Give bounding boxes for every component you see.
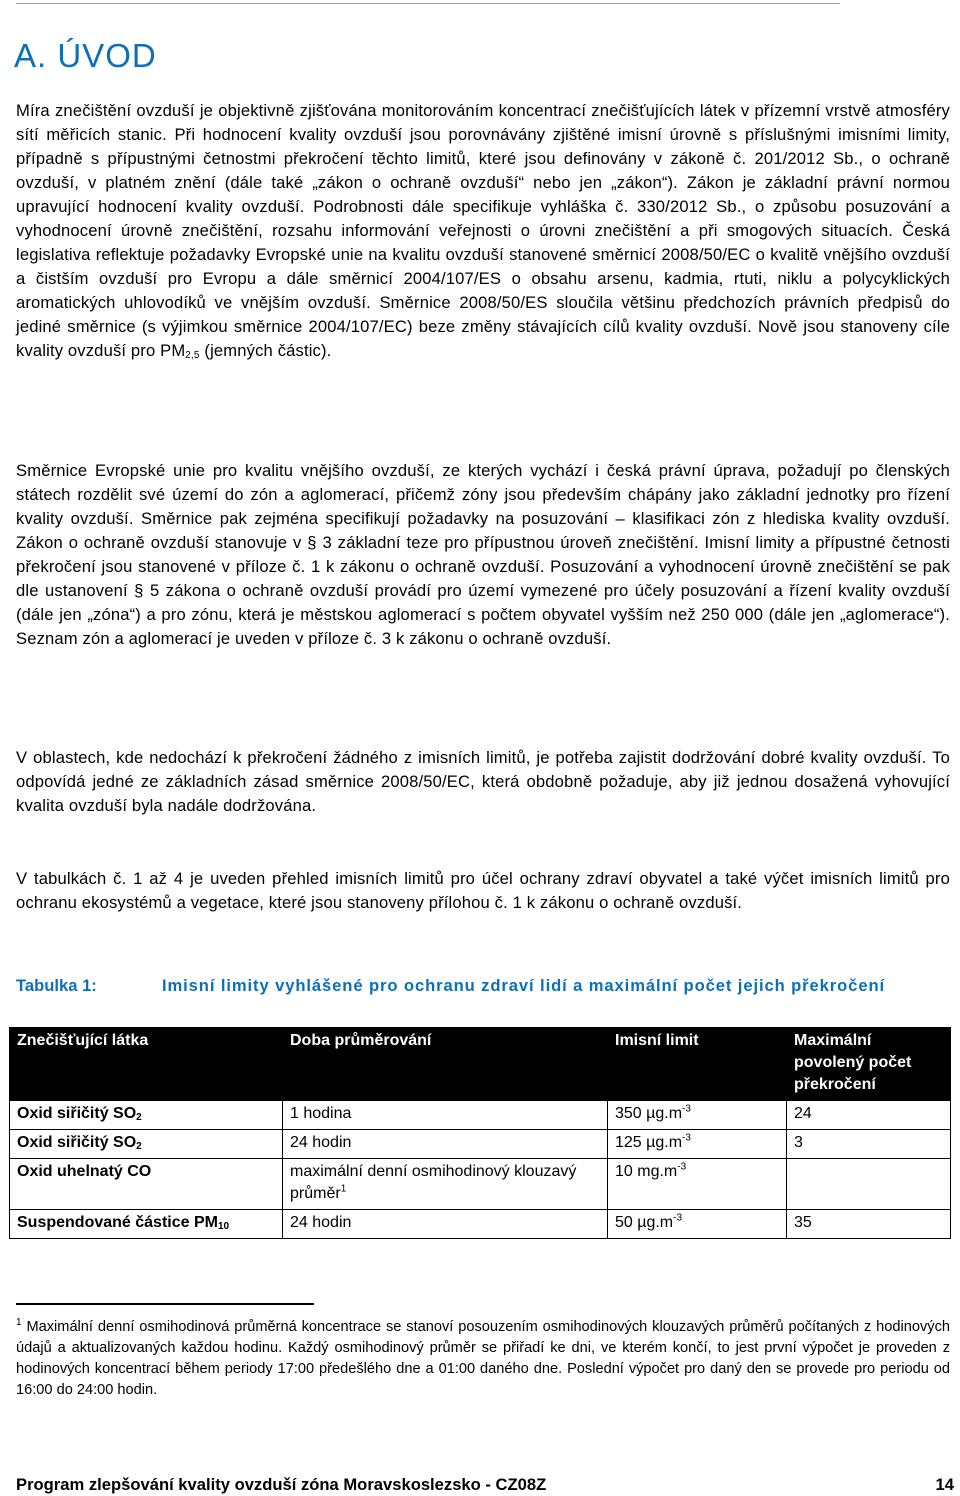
cell-substance: Oxid uhelnatý CO <box>10 1159 283 1210</box>
cell-period: 24 hodin <box>283 1130 608 1159</box>
cell-limit: 10 $mg.m^{-3}$ <box>608 1159 787 1210</box>
table-row <box>10 1210 951 1239</box>
cell-max: 35 <box>787 1210 951 1239</box>
header-period: Doba průměrování <box>283 1028 608 1101</box>
cell-max <box>787 1159 951 1210</box>
paragraph-intro <box>16 99 950 363</box>
table-row <box>10 1130 951 1159</box>
cell-max: 3 <box>787 1130 951 1159</box>
paragraph-intro-end: (jemných částic). <box>199 341 332 360</box>
footnote <box>16 1317 950 1401</box>
table-row <box>10 1159 951 1210</box>
header-limit: Imisní limit <box>608 1028 787 1101</box>
limits-table <box>9 1027 951 1239</box>
header-substance: Znečišťující látka <box>10 1028 283 1101</box>
pm-subscript: 2,5 <box>185 350 200 361</box>
page-number: 14 <box>935 1475 954 1494</box>
top-rule <box>16 3 840 4</box>
cell-substance: Oxid siřičitý $SO_2$ <box>10 1101 283 1130</box>
footnote-rule <box>16 1303 314 1305</box>
cell-limit: 50 $\mu g.m^{-3}$ <box>608 1210 787 1239</box>
footnote-marker: 1 <box>16 1317 22 1329</box>
paragraph-maintenance: V oblastech, kde nedochází k překročení žádného z imisních limitů, je potřeba zajistit dodržování dobré kvality ovzduší. To odpovídá jedné ze základních zásad směrnice 2008/50/EC, která obdobně požaduje, aby již jednou dosažená vyhovující kvalita ovzduší byla nadále dodržována. <box>16 748 950 815</box>
table-caption <box>16 975 950 997</box>
cell-substance: Suspendované částice $PM_{10}$ <box>10 1210 283 1239</box>
cell-limit: 350 $\mu g.m^{-3}$ <box>608 1101 787 1130</box>
cell-period: 24 hodin <box>283 1210 608 1239</box>
table-caption-text: Imisní limity vyhlášené pro ochranu zdraví lidí a maximální počet jejich překročení <box>162 976 885 995</box>
cell-period: 1 hodina <box>283 1101 608 1130</box>
paragraph-intro-text: Míra znečištění ovzduší je objektivně zjišťována monitorováním koncentrací znečišťujících látek v přízemní vrstvě atmosféry sítí měřicích stanic. Při hodnocení kvality ovzduší jsou porovnávány zjištěné imisní úrovně s příslušnými imisními limity, případně s přípustnými četnostmi překročení těchto limitů, které jsou definovány v zákoně č. 201/2012 Sb., o ochraně ovzduší, v platném znění (dále také „zákon o ochraně ovzduší“ nebo jen „zákon“). Zákon je základní právní normou upravující hodnocení kvality ovzduší. Podrobnosti dále specifikuje vyhláška č. 330/2012 Sb., o způsobu posuzování a vyhodnocení úrovně znečištění, rozsahu informování veřejnosti o úrovni znečištění a při smogových situacích. Česká legislativa reflektuje požadavky Evropské unie na kvalitu ovzduší stanovené směrnicí 2008/50/EC o kvalitě vnějšího ovzduší a čistším ovzduší pro Evropu a dále směrnicí 2004/107/ES o obsahu arsenu, kadmia, rtuti, niklu a polycyklických aromatických uhlovodíků ve vnějším ovzduší. Směrnice 2008/50/ES sloučila většinu předchozích právních předpisů do jediné směrnice (s výjimkou směrnice 2004/107/EC) beze změny stávajících cílů kvality ovzduší. Nově jsou stanoveny cíle kvality ovzduší pro PM <box>16 101 950 360</box>
table-caption-number: Tabulka 1: <box>16 976 97 995</box>
paragraph-tables: V tabulkách č. 1 až 4 je uveden přehled imisních limitů pro účel ochrany zdraví obyvatel a také výčet imisních limitů pro ochranu ekosystémů a vegetace, které jsou stanoveny přílohou č. 1 k zákonu o ochraně ovzduší. <box>16 869 950 912</box>
footnote-text: Maximální denní osmihodinová průměrná koncentrace se stanoví posouzením osmihodinových klouzavých průměrů počítaných z hodinových údajů a aktualizovaných každou hodinu. Každý osmihodinový průměr se přiřadí ke dni, ve kterém končí, to jest první výpočet je proveden z hodinových koncentrací během periody 17:00 předešlého dne a 01:00 daného dne. Poslední výpočet pro daný den se provede pro periodu od 16:00 do 24:00 hodin. <box>16 1319 950 1398</box>
section-heading: A. ÚVOD <box>14 37 157 74</box>
cell-max: 24 <box>787 1101 951 1130</box>
table-row <box>10 1101 951 1130</box>
paragraph-zones: Směrnice Evropské unie pro kvalitu vnějšího ovzduší, ze kterých vychází i česká právní úprava, požadují po členských státech rozdělit své území do zón a aglomerací, přičemž zóny jsou především chápány jako základní jednotky pro řízení kvality ovzduší. Směrnice pak zejména specifikují požadavky na posuzování – klasifikaci zón z hlediska kvality ovzduší. Zákon o ochraně ovzduší stanovuje v § 3 základní teze pro přípustnou úroveň znečištění. Imisní limity a přípustné četnosti překročení jsou stanovené v příloze č. 1 k zákonu o ochraně ovzduší. Posuzování a vyhodnocení úrovně znečištění se pak dle ustanovení § 5 zákona o ochraně ovzduší provádí pro území vymezené pro účely posuzování a řízení kvality ovzduší (dále jen „zóna“) a pro zónu, která je městskou aglomerací s počtem obyvatel vyšším než 250 000 (dále jen „aglomerace“). Seznam zón a aglomerací je uveden v příloze č. 3 k zákonu o ochraně ovzduší. <box>16 461 950 648</box>
page-footer <box>16 1474 954 1496</box>
header-max-exceedances: Maximální povolený počet překročení <box>787 1028 951 1101</box>
footer-title: Program zlepšování kvality ovzduší zóna Moravskoslezsko - CZ08Z <box>16 1475 547 1494</box>
cell-substance: Oxid siřičitý $SO_2$ <box>10 1130 283 1159</box>
table-header-row <box>10 1028 951 1101</box>
cell-period: maximální denní osmihodinový klouzavý průměr$^1$ <box>283 1159 608 1210</box>
cell-limit: 125 $\mu g.m^{-3}$ <box>608 1130 787 1159</box>
